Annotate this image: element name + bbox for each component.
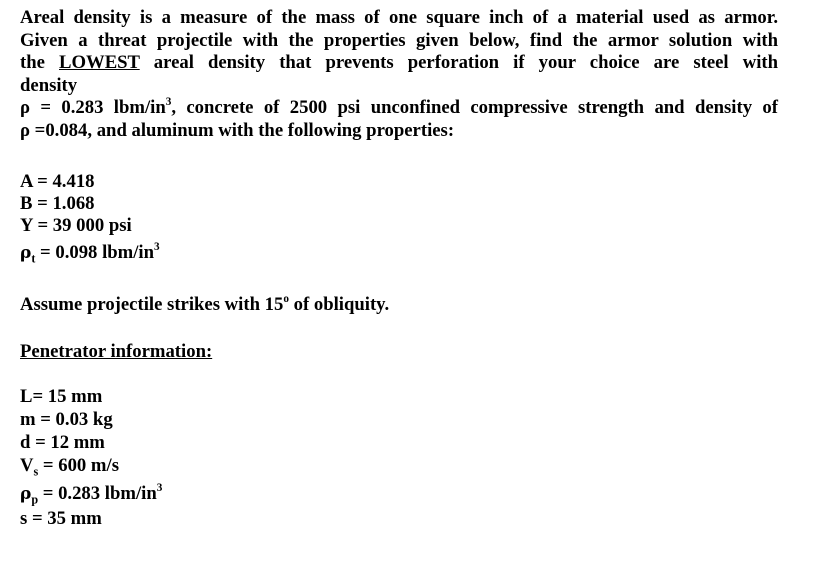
aluminum-A: A = 4.418 xyxy=(20,171,95,192)
steel-density xyxy=(20,97,171,118)
statement-line-3-end: areal density that prevents perforation if your choice are steel with xyxy=(153,52,779,74)
steel-density-text: ρ = 0.283 lbm/in xyxy=(20,97,166,119)
penetrator-density-value: = 0.283 lbm/in xyxy=(38,483,157,504)
penetrator-density-exponent: 3 xyxy=(156,481,163,494)
aluminum-B: B = 1.068 xyxy=(20,193,95,214)
aluminum-density-value: = 0.098 lbm/in xyxy=(35,242,154,263)
penetrator-length: L= 15 mm xyxy=(20,386,103,407)
rho-symbol: ρ xyxy=(20,484,32,504)
rho-subscript: t xyxy=(31,251,36,266)
obliquity-statement xyxy=(20,294,389,316)
statement-line-6: ρ =0.084, and aluminum with the following properties: xyxy=(20,119,455,141)
aluminum-Y: Y = 39 000 psi xyxy=(20,215,132,236)
penetrator-standoff: s = 35 mm xyxy=(20,508,102,529)
statement-line-5-end: , concrete of 2500 psi unconfined compressive strength and density of xyxy=(171,97,778,119)
rho-symbol: ρ xyxy=(20,243,32,263)
statement-line-2: Given a threat projectile with the properties given below, find the armor solution with xyxy=(20,29,778,51)
degree-mark: o xyxy=(283,292,289,305)
penetrator-heading: Penetrator information: xyxy=(20,341,213,362)
aluminum-density-exponent: 3 xyxy=(154,240,160,253)
obliquity-text-end: of obliquity. xyxy=(288,294,390,315)
problem-statement xyxy=(20,7,778,143)
aluminum-density xyxy=(20,242,160,264)
rho-subscript: p xyxy=(31,492,39,507)
penetrator-mass: m = 0.03 kg xyxy=(20,409,113,430)
obliquity-text: Assume projectile strikes with 15 xyxy=(20,294,284,315)
statement-line-4: density xyxy=(20,74,78,96)
penetrator-velocity xyxy=(20,455,119,477)
steel-density-exponent: 3 xyxy=(165,96,172,109)
statement-line-5 xyxy=(20,97,778,120)
statement-line-1: Areal density is a measure of the mass of one square inch of a material used as armor. xyxy=(20,7,778,28)
penetrator-density xyxy=(20,483,162,505)
velocity-symbol: V xyxy=(20,455,34,476)
velocity-subscript: s xyxy=(33,464,39,479)
statement-line-3-start: the xyxy=(20,52,45,74)
lowest-emphasis: LOWEST xyxy=(59,52,140,74)
penetrator-diameter: d = 12 mm xyxy=(20,432,105,453)
velocity-value: = 600 m/s xyxy=(38,455,119,476)
statement-line-3 xyxy=(20,52,778,75)
